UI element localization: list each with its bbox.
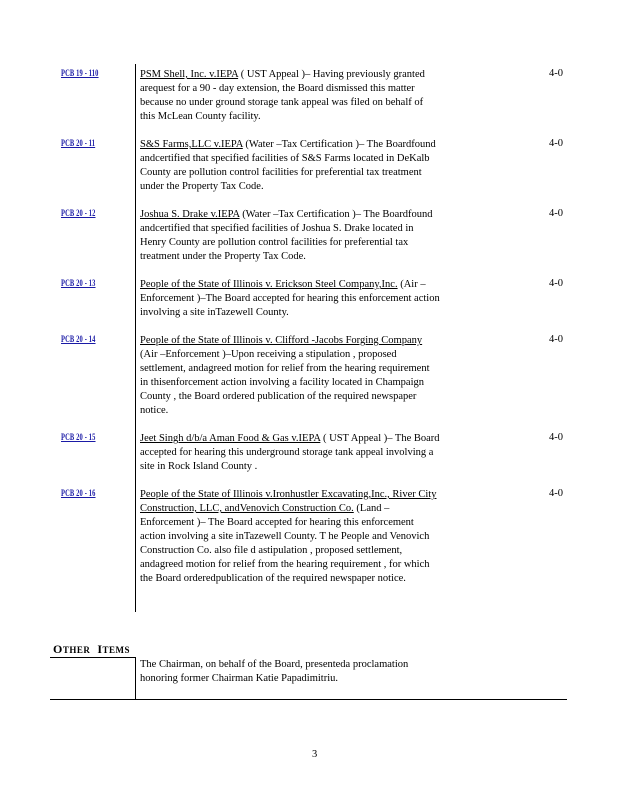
case-title: Jeet Singh d/b/a Aman Food & Gas v.IEPA [140, 433, 321, 444]
other-items-text: The Chairman, on behalf of the Board, presenteda proclamation honoring former Chairman Katie Papadimitriu. [140, 659, 409, 684]
case-number[interactable]: PCB 20 - 11 [61, 138, 96, 148]
vote-count: 4-0 [549, 432, 563, 443]
case-description [140, 208, 440, 264]
heading-smallcaps: TEMS [102, 645, 131, 655]
heading-initial: I [97, 642, 103, 656]
case-body: (Water –Tax Certification )– The Boardfound andcertified that specified facilities of Joshua S. Drake located in Henry County are pollution control facilities for preferential tax treatment under the Property Tax Code. [140, 209, 433, 262]
case-description [140, 68, 440, 124]
vote-count: 4-0 [549, 278, 563, 289]
case-number[interactable]: PCB 20 - 15 [61, 432, 96, 442]
case-description [140, 334, 440, 418]
case-title: Joshua S. Drake v.IEPA [140, 209, 240, 220]
heading-initial: O [53, 642, 63, 656]
case-body: (Air –Enforcement )–Upon receiving a stipulation , proposed settlement, andagreed motion for relief from the hearing requirement in thisenforcement action involving a facility located in Champaign County , the Board ordered publication of the required newspaper notice. [140, 349, 430, 416]
case-description [140, 138, 440, 194]
case-body: (Land –Enforcement )– The Board accepted for hearing this enforcement action involving a site inTazewell County. T he People and Venovich Construction Co. also file d astipulation , proposed settlement, andagreed motion for relief from the hearing requirement , for which the Board orderedpublication of the required newspaper notice. [140, 503, 430, 584]
case-number[interactable]: PCB 19 - 110 [61, 68, 99, 78]
vote-count: 4-0 [549, 68, 563, 79]
table-divider [135, 64, 136, 612]
case-title: People of the State of Illinois v. Clifford -Jacobs Forging Company [140, 335, 423, 346]
case-body: ( UST Appeal )– The Board accepted for hearing this underground storage tank appeal involving a site in Rock Island County . [140, 433, 440, 472]
case-title: People of the State of Illinois v.Ironhustler Excavating,Inc., River City Construction, LLC, andVenovich Construction Co. [140, 489, 437, 514]
other-items-divider [135, 657, 136, 699]
case-title: S&S Farms,LLC v.IEPA [140, 139, 243, 150]
case-number[interactable]: PCB 20 - 16 [61, 488, 96, 498]
case-body: ( UST Appeal )– Having previously granted arequest for a 90 - day extension, the Board dismissed this matter because no under ground storage tank appeal was filed on behalf of this McLean County facility. [140, 69, 425, 122]
heading-smallcaps: THER [62, 645, 91, 655]
vote-count: 4-0 [549, 138, 563, 149]
case-body: (Air –Enforcement )–The Board accepted for hearing this enforcement action involving a site inTazewell County. [140, 279, 440, 318]
other-items-heading [53, 642, 130, 657]
case-number[interactable]: PCB 20 - 13 [61, 278, 96, 288]
case-number[interactable]: PCB 20 - 14 [61, 334, 96, 344]
case-description [140, 488, 440, 586]
case-title: PSM Shell, Inc. v.IEPA [140, 69, 239, 80]
vote-count: 4-0 [549, 488, 563, 499]
case-description [140, 278, 440, 320]
case-number[interactable]: PCB 20 - 12 [61, 208, 96, 218]
page-number: 3 [312, 749, 318, 760]
case-description [140, 432, 440, 474]
case-title: People of the State of Illinois v. Erickson Steel Company,Inc. [140, 279, 398, 290]
vote-count: 4-0 [549, 208, 563, 219]
bottom-rule [50, 699, 567, 700]
vote-count: 4-0 [549, 334, 563, 345]
case-body: (Water –Tax Certification )– The Boardfound andcertified that specified facilities of S&S Farms located in DeKalb County are pollution control facilities for preferential tax treatment under the Property Tax Code. [140, 139, 436, 192]
